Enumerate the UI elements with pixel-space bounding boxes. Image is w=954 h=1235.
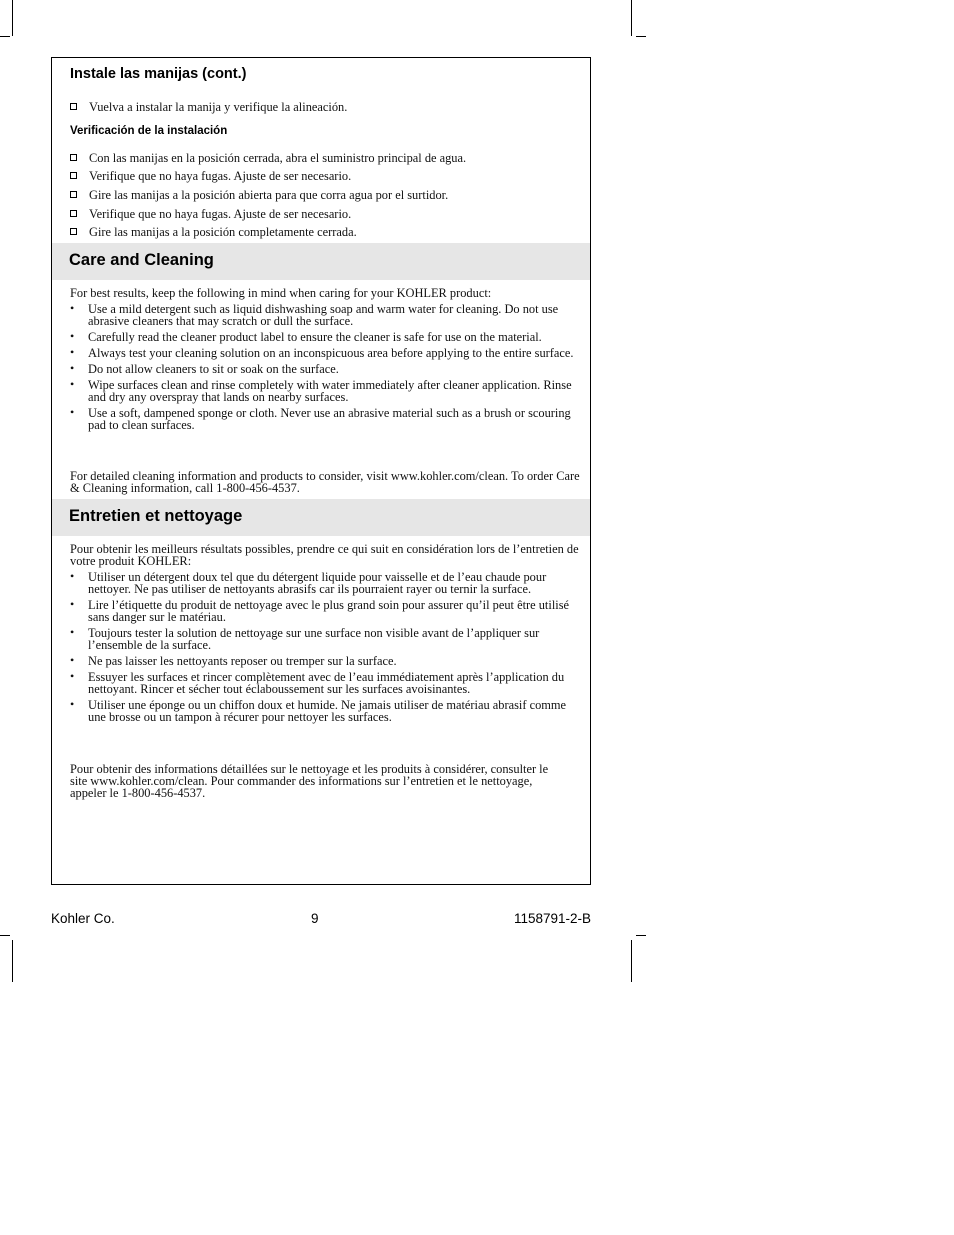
bullet-icon: • — [70, 301, 75, 315]
list-item: • Use a mild detergent such as liquid dishwashing soap and warm water for cleaning. Do not use abrasive cleaners that may scratch or dull the surface. — [70, 301, 559, 328]
list-item: • Carefully read the cleaner product label to ensure the cleaner is safe for use on the material. — [70, 329, 542, 344]
footer-page-number: 9 — [311, 911, 319, 926]
checkbox-icon — [70, 228, 77, 235]
content-frame — [51, 57, 591, 885]
checkbox-icon — [70, 154, 77, 161]
checkbox-icon — [70, 172, 77, 179]
crop-mark — [12, 0, 13, 36]
list-item: • Toujours tester la solution de nettoyage sur une surface non visible avant de l’appliquer sur l’ensemble de la surface. — [70, 625, 540, 652]
bullet-icon: • — [70, 329, 75, 343]
care-intro: For best results, keep the following in mind when caring for your KOHLER product: — [70, 286, 492, 300]
checkbox-icon — [70, 191, 77, 198]
list-item: Vuelva a instalar la manija y verifique la alineación. — [70, 100, 347, 114]
bullet-icon: • — [70, 669, 75, 683]
bullet-icon: • — [70, 377, 75, 391]
list-item: Gire las manijas a la posición abierta para que corra agua por el surtidor. — [70, 188, 466, 202]
section-band-care — [52, 243, 590, 280]
list-item: • Wipe surfaces clean and rinse completely with water immediately after cleaner application. Rinse and dry any overspray that lands on nearby surfaces. — [70, 377, 572, 404]
section-title-entretien: Entretien et nettoyage — [69, 507, 243, 525]
section-heading-install-handles: Instale las manijas (cont.) — [70, 66, 247, 82]
crop-mark — [12, 940, 13, 982]
bullet-icon: • — [70, 597, 75, 611]
list-item: Gire las manijas a la posición completamente cerrada. — [70, 225, 466, 239]
bullet-icon: • — [70, 405, 75, 419]
list-item: • Utiliser un détergent doux tel que du détergent liquide pour vaisselle et de l’eau chaude pour nettoyer. Ne pas utiliser de nettoyants abrasifs car ils pourraient rayer ou ternir la surface. — [70, 569, 547, 596]
list-item: • Always test your cleaning solution on an inconspicuous area before applying to the entire surface. — [70, 345, 574, 360]
list-item: • Utiliser une éponge ou un chiffon doux et humide. Ne jamais utiliser de matériau abrasif comme une brosse ou un tampon à récurer pour nettoyer les surfaces. — [70, 697, 567, 724]
section-band-entretien — [52, 499, 590, 536]
subheading-verify-install: Verificación de la instalación — [70, 125, 228, 137]
list-item: • Do not allow cleaners to sit or soak on the surface. — [70, 361, 339, 376]
footer-doc-number: 1158791-2-B — [513, 911, 591, 926]
bullet-icon: • — [70, 697, 75, 711]
list-item: • Use a soft, dampened sponge or cloth. Never use an abrasive material such as a brush or scouring pad to clean surfaces. — [70, 405, 571, 432]
list-item: Con las manijas en la posición cerrada, abra el suministro principal de agua. — [70, 151, 466, 165]
entretien-bullet-list — [70, 571, 575, 723]
checkbox-icon — [70, 210, 77, 217]
list-item: • Ne pas laisser les nettoyants reposer ou tremper sur la surface. — [70, 653, 397, 668]
bullet-icon: • — [70, 345, 75, 359]
install-step-list — [70, 100, 347, 114]
entretien-outro: Pour obtenir des informations détaillées sur le nettoyage et les produits à considérer, consulter le site www.kohler.com/clean. Pour commander des informations sur l’entretien et le nettoyage, appeler le 1-800-456-4537. — [70, 762, 549, 800]
crop-mark — [0, 36, 10, 37]
crop-mark — [0, 935, 10, 936]
crop-mark — [636, 36, 646, 37]
crop-mark — [631, 940, 632, 982]
bullet-icon: • — [70, 653, 75, 667]
entretien-intro: Pour obtenir les meilleurs résultats possibles, prendre ce qui suit en considération lors de l’entretien de votre produit KOHLER: — [70, 542, 579, 568]
list-item: Verifique que no haya fugas. Ajuste de ser necesario. — [70, 207, 466, 221]
bullet-icon: • — [70, 569, 75, 583]
list-item: Verifique que no haya fugas. Ajuste de ser necesario. — [70, 169, 466, 183]
crop-mark — [631, 0, 632, 36]
checkbox-icon — [70, 103, 77, 110]
care-outro: For detailed cleaning information and products to consider, visit www.kohler.com/clean. To order Care & Cleaning information, call 1-800-456-4537. — [70, 469, 580, 495]
list-item: • Lire l’étiquette du produit de nettoyage avec le plus grand soin pour assurer qu’il peut être utilisé sans danger sur le matériau. — [70, 597, 570, 624]
bullet-icon: • — [70, 361, 75, 375]
care-bullet-list — [70, 303, 575, 431]
verify-step-list — [70, 151, 466, 239]
crop-mark — [636, 935, 646, 936]
list-item: • Essuyer les surfaces et rincer complètement avec de l’eau immédiatement après l’application du nettoyant. Rincer et sécher tout éclaboussement sur les surfaces avoisinantes. — [70, 669, 565, 696]
footer-company: Kohler Co. — [51, 911, 115, 926]
section-title-care: Care and Cleaning — [69, 251, 214, 269]
bullet-icon: • — [70, 625, 75, 639]
